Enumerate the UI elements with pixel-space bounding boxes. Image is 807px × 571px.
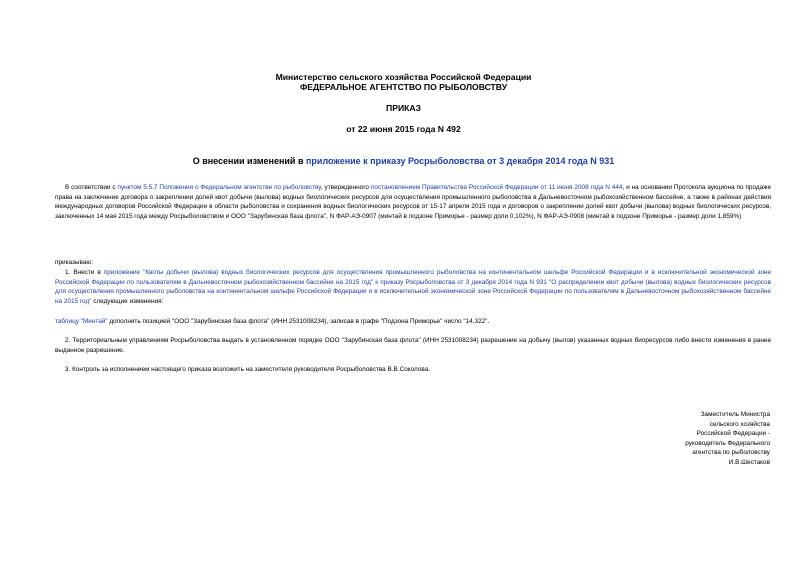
title-link[interactable]: приложение к приказу Росрыболовства от 3 декабря 2014 года N 931 — [305, 156, 615, 166]
item-2-paragraph: 2. Территориальным управлениям Росрыболовства выдать в установленном порядке ООО "Зарубинская база флота" (ИНН 2531008234) разрешение на добычу (вылов) указанных водных биоресурсов либо внести изменения в ранее выданное разрешение. — [55, 337, 771, 354]
signature-block — [600, 410, 770, 468]
item-1-sub-text: дополнить позицией "ООО "Зарубинская база флота" (ИНН 2531008234), записав в графе "Подзона Приморье" число "14,322". — [107, 318, 490, 325]
signature-line-1: Заместитель Министра — [700, 411, 770, 418]
document-type: ПРИКАЗ — [386, 103, 421, 113]
document-date-number: от 22 июня 2015 года N 492 — [346, 124, 461, 134]
signature-line-3: Российской Федерации - — [696, 430, 770, 438]
title-prefix: О внесении изменений в — [192, 156, 306, 166]
item-1-sub-paragraph — [55, 317, 771, 327]
item-3-paragraph: 3. Контроль за исполнением настоящего приказа возложить на заместителя руководителя Росрыболовства В.В.Соколова. — [65, 366, 431, 373]
government-decree-link[interactable]: постановлением Правительства Российской Федерации от 11 июня 2008 года N 444 — [370, 184, 623, 191]
preamble-text-2: , утвержденного — [320, 184, 371, 191]
preamble-text-1: В соответствии с — [65, 184, 118, 191]
regulation-link[interactable]: пунктом 5.5.7 Положения о Федеральном агентстве по рыболовству — [117, 184, 321, 191]
signature-line-5: агентства по рыболовству — [692, 449, 770, 457]
preamble-paragraph — [55, 183, 771, 221]
ministry-name: Министерство сельского хозяйства Российской Федерации — [275, 72, 532, 82]
table-pollock-link[interactable]: таблицу "Минтай" — [55, 318, 108, 325]
item-1-text-2: следующие изменения: — [91, 297, 164, 305]
appendix-link[interactable]: приложение "Квоты добычи (вылова) водных биологических ресурсов для осуществления промышленного рыболовства на континентальном шельфе Российской Федерации и в исключительной экономической зоне Российской Федерации по пользователям в Дальневосточном рыбохозяйственном бассейне на 2015 год" к приказу Росрыболовства от 3 декабря 2014 года N 931 "О распределении квот добычи (вылова) водных биологических ресурсов для осуществления промышленного рыболовства на континентальном шельфе Российской Федерации и в исключительной экономической зоне Российской Федерации по пользователям в Дальневосточном рыбохозяйственном бассейне на 2015 год" — [55, 269, 772, 305]
signatory-name: И.В.Шестаков — [728, 458, 770, 466]
item-1-text-1: 1. Внести в — [65, 269, 104, 276]
signature-line-4: руководитель Федерального — [685, 439, 770, 447]
preamble-text-3: , и на основании Протокола аукциона по продаже права на заключение договора о закреплении долей квот добычи (вылова) водных биологических ресурсов для осуществления промышленного рыболовства в Дальневосточном рыбохозяйственном бассейне, а также в районах действия международных договоров Российской Федерации в области рыболовства и сохранения водных биологических ресурсов от 15-17 апреля 2015 года и договоров о закреплении долей квот добычи (вылова) водных биологических ресурсов, заключенных 14 мая 2015 года между Росрыболовством и ООО "Зарубинская база флота", N ФАР-АЭ-0907 (минтай в подзоне Приморье - размер доли 0,102%), N ФАР-АЭ-0908 (минтай в подзоне Приморье - размер доли 1,859%) — [55, 184, 772, 220]
order-word: приказываю: — [55, 259, 93, 266]
agency-name: ФЕДЕРАЛЬНОЕ АГЕНТСТВО ПО РЫБОЛОВСТВУ — [299, 82, 508, 92]
item-1-paragraph — [55, 268, 771, 306]
signature-line-2: сельского хозяйства — [709, 420, 770, 428]
document-title — [0, 156, 807, 166]
